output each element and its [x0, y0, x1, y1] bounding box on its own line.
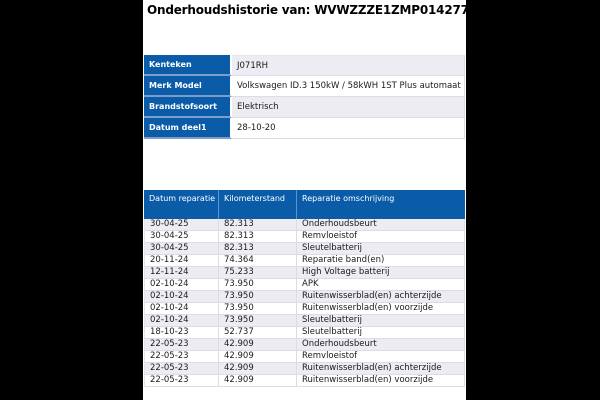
- cell-reparatie-omschrijving: High Voltage batterij: [297, 267, 465, 279]
- table-row: [144, 279, 465, 291]
- table-row: [144, 291, 465, 303]
- table-row: [144, 303, 465, 315]
- cell-datum-reparatie: 22-05-23: [144, 339, 219, 351]
- document-panel: [143, 0, 469, 400]
- table-row: [144, 219, 465, 231]
- cell-reparatie-omschrijving: Ruitenwisserblad(en) achterzijde: [297, 291, 465, 303]
- column-header-kilometerstand: Kilometerstand: [219, 190, 297, 219]
- info-value: 28-10-20: [232, 118, 465, 139]
- cell-reparatie-omschrijving: Remvloeistof: [297, 351, 465, 363]
- cell-datum-reparatie: 20-11-24: [144, 255, 219, 267]
- cell-kilometerstand: 82.313: [219, 219, 297, 231]
- cell-reparatie-omschrijving: Sleutelbatterij: [297, 327, 465, 339]
- cell-datum-reparatie: 02-10-24: [144, 315, 219, 327]
- cell-reparatie-omschrijving: Onderhoudsbeurt: [297, 339, 465, 351]
- info-row: [144, 55, 465, 76]
- info-value: Volkswagen ID.3 150kW / 58kWH 1ST Plus automaat: [232, 76, 465, 97]
- maintenance-table: [144, 190, 465, 387]
- cell-kilometerstand: 52.737: [219, 327, 297, 339]
- table-row: [144, 363, 465, 375]
- cell-datum-reparatie: 22-05-23: [144, 363, 219, 375]
- table-row: [144, 315, 465, 327]
- column-header-datum-reparatie: Datum reparatie: [144, 190, 219, 219]
- cell-kilometerstand: 73.950: [219, 291, 297, 303]
- cell-kilometerstand: 75.233: [219, 267, 297, 279]
- info-label: Datum deel1: [144, 118, 232, 139]
- cell-kilometerstand: 82.313: [219, 243, 297, 255]
- table-row: [144, 375, 465, 387]
- cell-kilometerstand: 42.909: [219, 339, 297, 351]
- cell-datum-reparatie: 22-05-23: [144, 375, 219, 387]
- cell-reparatie-omschrijving: APK: [297, 279, 465, 291]
- cell-datum-reparatie: 30-04-25: [144, 231, 219, 243]
- cell-kilometerstand: 42.909: [219, 363, 297, 375]
- cell-reparatie-omschrijving: Remvloeistof: [297, 231, 465, 243]
- info-value: Elektrisch: [232, 97, 465, 118]
- cell-datum-reparatie: 02-10-24: [144, 303, 219, 315]
- cell-kilometerstand: 73.950: [219, 315, 297, 327]
- table-row: [144, 339, 465, 351]
- cell-kilometerstand: 73.950: [219, 279, 297, 291]
- info-value: J071RH: [232, 55, 465, 76]
- cell-kilometerstand: 82.313: [219, 231, 297, 243]
- cell-datum-reparatie: 12-11-24: [144, 267, 219, 279]
- table-row: [144, 231, 465, 243]
- table-row: [144, 327, 465, 339]
- cell-reparatie-omschrijving: Sleutelbatterij: [297, 315, 465, 327]
- cell-datum-reparatie: 18-10-23: [144, 327, 219, 339]
- column-header-reparatie-omschrijving: Reparatie omschrijving: [297, 190, 465, 219]
- cell-reparatie-omschrijving: Ruitenwisserblad(en) voorzijde: [297, 375, 465, 387]
- table-row: [144, 351, 465, 363]
- maintenance-header-row: [144, 190, 465, 219]
- cell-kilometerstand: 42.909: [219, 375, 297, 387]
- info-row: [144, 97, 465, 118]
- vehicle-info-table: [144, 55, 465, 139]
- cell-datum-reparatie: 30-04-25: [144, 243, 219, 255]
- page-title: Onderhoudshistorie van: WVWZZZE1ZMP014277: [147, 3, 469, 17]
- info-row: [144, 76, 465, 97]
- table-row: [144, 243, 465, 255]
- cell-reparatie-omschrijving: Reparatie band(en): [297, 255, 465, 267]
- cell-datum-reparatie: 02-10-24: [144, 291, 219, 303]
- cell-reparatie-omschrijving: Sleutelbatterij: [297, 243, 465, 255]
- cell-kilometerstand: 42.909: [219, 351, 297, 363]
- table-row: [144, 255, 465, 267]
- cell-kilometerstand: 73.950: [219, 303, 297, 315]
- cell-kilometerstand: 74.364: [219, 255, 297, 267]
- cell-datum-reparatie: 02-10-24: [144, 279, 219, 291]
- cell-datum-reparatie: 30-04-25: [144, 219, 219, 231]
- info-label: Kenteken: [144, 55, 232, 76]
- table-row: [144, 267, 465, 279]
- cell-datum-reparatie: 22-05-23: [144, 351, 219, 363]
- info-label: Merk Model: [144, 76, 232, 97]
- cell-reparatie-omschrijving: Ruitenwisserblad(en) achterzijde: [297, 363, 465, 375]
- cell-reparatie-omschrijving: Onderhoudsbeurt: [297, 219, 465, 231]
- info-row: [144, 118, 465, 139]
- info-label: Brandstofsoort: [144, 97, 232, 118]
- cell-reparatie-omschrijving: Ruitenwisserblad(en) voorzijde: [297, 303, 465, 315]
